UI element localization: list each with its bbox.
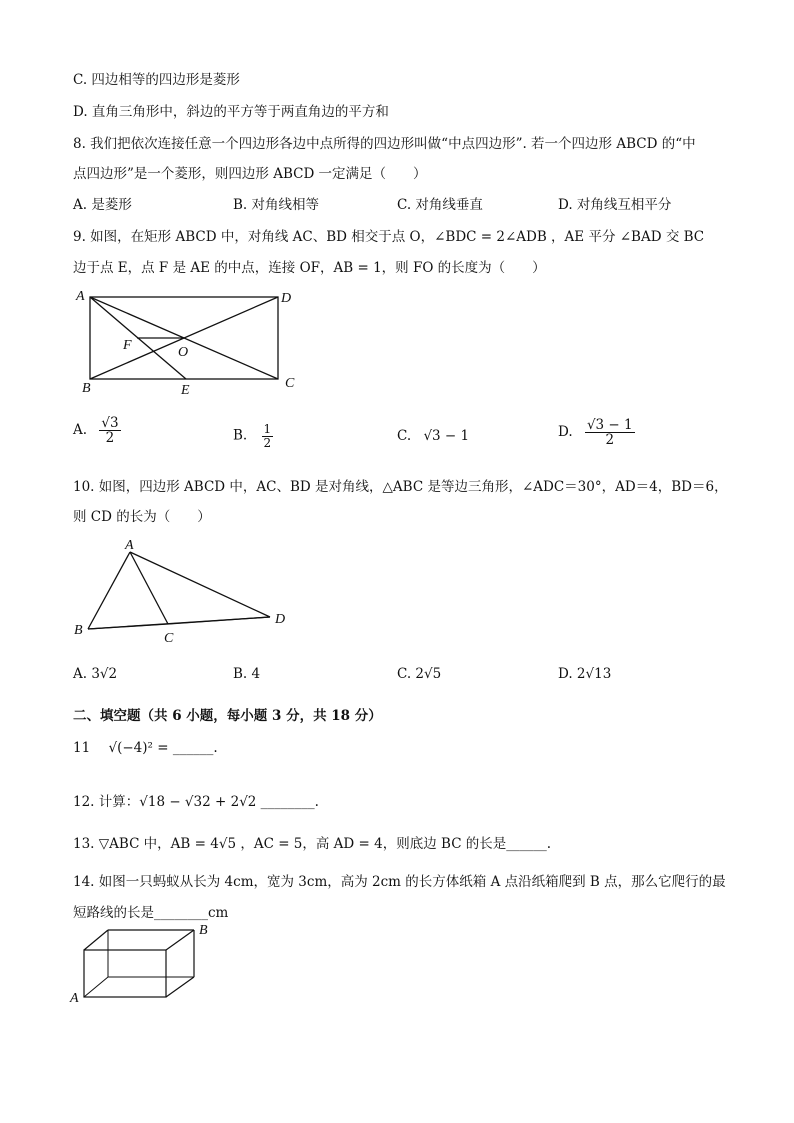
q11-expression: √(−4)² = ______.	[108, 740, 218, 756]
q10-stem-line2: 则 CD 的长为（ ）	[73, 509, 211, 525]
q8-stem-line1: 8. 我们把依次连接任意一个四边形各边中点所得的四边形叫做“中点四边形”. 若一个四边形 ABCD 的“中	[73, 136, 696, 152]
q10-option-d: D. 2√13	[558, 666, 612, 682]
q8-option-b: B. 对角线相等	[233, 197, 320, 213]
q14-cuboid-figure	[66, 922, 226, 1012]
q9-option-d: D. $\frac{√3 - 1}{2}$	[558, 417, 633, 449]
q9-option-b: B. $\frac{1}{2}$	[233, 422, 272, 450]
q10-option-c: C. 2√5	[397, 666, 442, 682]
label-d: D	[281, 291, 292, 306]
q9-option-c: C. √3 − 1	[397, 428, 470, 444]
q10-option-a: A. 3√2	[73, 666, 118, 682]
q11	[73, 740, 218, 756]
q12: 12. 计算：√18 − √32 + 2√2 ________.	[73, 794, 319, 810]
q9-stem-line2: 边于点 E，点 F 是 AE 的中点，连接 OF，AB = 1，则 FO 的长度为（ ）	[73, 260, 546, 276]
q7-option-d: D. 直角三角形中，斜边的平方等于两直角边的平方和	[73, 104, 389, 120]
label-c: C	[164, 631, 174, 646]
label-a: A	[70, 991, 79, 1006]
q9-stem-line1: 9. 如图，在矩形 ABCD 中，对角线 AC、BD 相交于点 O，∠BDC = 2∠ADB ，AE 平分 ∠BAD 交 BC	[73, 229, 705, 245]
side-ad	[130, 552, 270, 617]
q8-option-c: C. 对角线垂直	[397, 197, 483, 213]
label-b: B	[82, 381, 91, 396]
side-ab	[88, 552, 130, 629]
q14-stem-line1: 14. 如图一只蚂蚁从长为 4cm，宽为 3cm，高为 2cm 的长方体纸箱 A 点沿纸箱爬到 B 点，那么它爬行的最	[73, 874, 726, 890]
label-o: O	[178, 345, 189, 360]
q10-option-b: B. 4	[233, 666, 261, 682]
q11-number: 11	[73, 740, 91, 756]
q8-option-d: D. 对角线互相平分	[558, 197, 672, 213]
q14-stem-line2: 短路线的长是________cm	[73, 905, 229, 921]
hidden-edges	[84, 930, 194, 997]
q10-quadrilateral-figure	[70, 535, 300, 650]
label-c: C	[285, 376, 295, 391]
q8-stem-line2: 点四边形”是一个菱形，则四边形 ABCD 一定满足（ ）	[73, 166, 427, 182]
side-ac	[130, 552, 168, 624]
q9-option-a: A. $\frac{√3}{2}$	[73, 415, 119, 447]
label-e: E	[181, 383, 190, 398]
label-d: D	[275, 612, 286, 627]
q9-rectangle-figure	[70, 285, 310, 400]
section-title: 二、填空题（共 6 小题，每小题 3 分，共 18 分）	[73, 708, 382, 724]
label-a: A	[76, 289, 85, 304]
label-b: B	[199, 923, 208, 938]
label-a: A	[125, 538, 134, 553]
label-b: B	[74, 623, 83, 638]
q8-option-a: A. 是菱形	[73, 197, 132, 213]
q7-option-c: C. 四边相等的四边形是菱形	[73, 72, 240, 88]
q10-stem-line1: 10. 如图，四边形 ABCD 中，AC、BD 是对角线，△ABC 是等边三角形，∠ADC＝30°，AD＝4，BD＝6，	[73, 479, 728, 495]
front-face	[84, 950, 166, 997]
q13: 13. ▽ABC 中，AB = 4√5 ，AC = 5，高 AD = 4，则底边 BC 的长是______.	[73, 836, 552, 852]
label-f: F	[123, 338, 132, 353]
diagonal-bd	[88, 617, 270, 629]
